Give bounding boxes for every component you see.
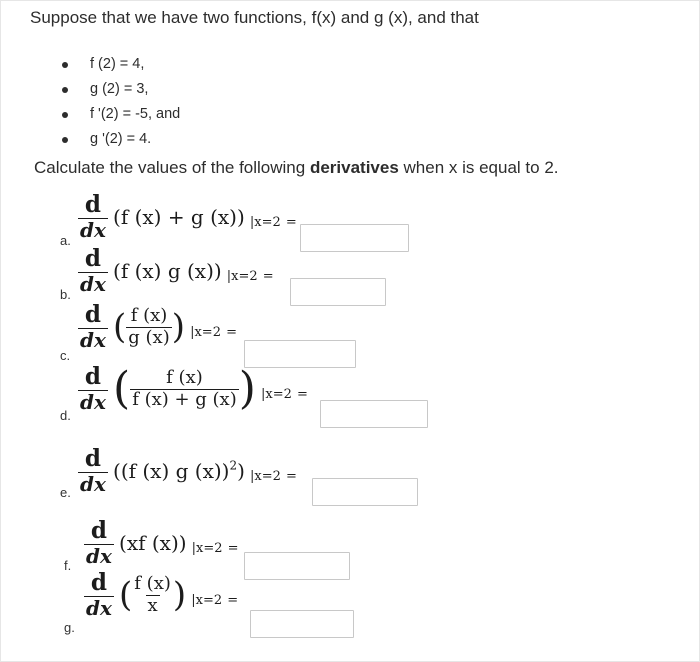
part-e-expression: $\frac{d}{dx}$ ((f (x) g (x))$^2$) $_{|x=2}$ $_=$ [80, 445, 297, 497]
part-f-answer-field[interactable] [244, 552, 350, 580]
part-b-label: b. [60, 287, 71, 302]
given-g-prime-value: g '(2) = 4. [62, 127, 180, 152]
part-e-answer-field[interactable] [312, 478, 418, 506]
part-c-label: c. [60, 348, 71, 363]
part-g-label: g. [64, 620, 75, 635]
part-d-label: d. [60, 408, 71, 423]
part-a-label: a. [60, 233, 71, 248]
instruction-text: Calculate the values of the following derivatives when x is equal to 2. [34, 158, 559, 177]
given-f-value: f (2) = 4, [62, 52, 180, 77]
problem-intro: Suppose that we have two functions, f(x) and g (x), and that [30, 8, 479, 27]
part-b-answer-field[interactable] [290, 278, 386, 306]
part-b-expression: $\frac{d}{dx}$ (f (x) g (x)) $_{|x=2}$ $_=$ [80, 245, 274, 297]
part-e-label: e. [60, 485, 71, 500]
part-d-answer-field[interactable] [320, 400, 428, 428]
part-a-answer-field[interactable] [300, 224, 409, 252]
part-d-expression: $\frac{d}{dx}$ ( $\frac{f (x)}{f (x) + g (x)}$ ) $_{|x=2}$ $_=$ [80, 363, 308, 415]
part-g-expression: $\frac{d}{dx}$ ( $\frac{f (x)}{x}$ ) $_{|x=2}$ $_=$ [86, 569, 239, 621]
given-g-value: g (2) = 3, [62, 77, 180, 102]
part-f-expression: $\frac{d}{dx}$ (xf (x)) $_{|x=2}$ $_=$ [86, 517, 239, 569]
instruction-bold: derivatives [309, 158, 399, 177]
part-g-answer-field[interactable] [250, 610, 354, 638]
part-a-expression: $\frac{d}{dx}$ (f (x) + g (x)) $_{|x=2}$ $_=$ [80, 191, 297, 243]
part-c-expression: $\frac{d}{dx}$ ( $\frac{f (x)}{g (x)}$ ) $_{|x=2}$ $_=$ [80, 301, 237, 353]
given-values-list [62, 52, 180, 152]
part-f-label: f. [64, 558, 72, 573]
given-f-prime-value: f '(2) = -5, and [62, 102, 180, 127]
